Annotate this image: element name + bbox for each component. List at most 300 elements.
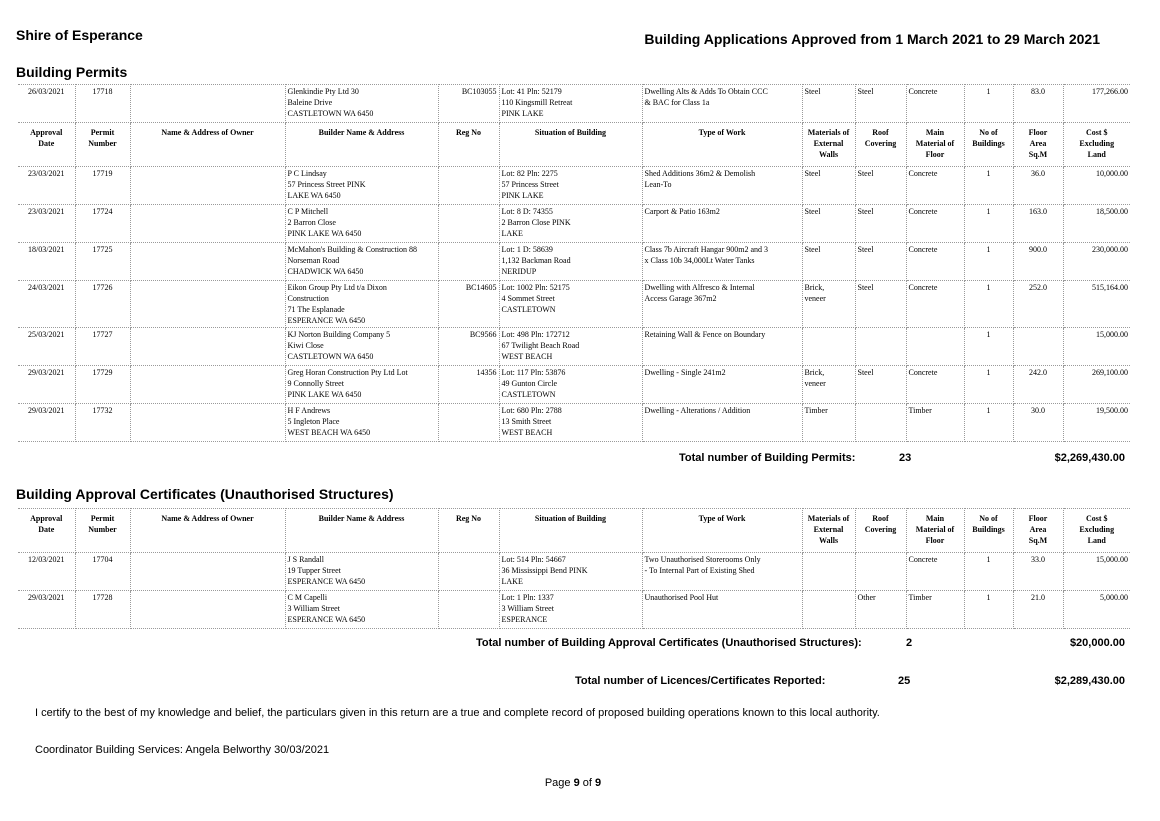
column-header-line: Main [925, 514, 945, 523]
cell-line: ESPERANCE WA 6450 [287, 577, 366, 586]
owner-cell [130, 85, 285, 123]
table-row [18, 205, 1130, 243]
cell-line: Lean-To [644, 180, 672, 189]
permit-number-cell: 17729 [75, 366, 130, 404]
cell-line: Shed Additions 36m2 & Demolish [644, 169, 756, 178]
cell-line: Unauthorised Pool Hut [644, 593, 719, 602]
column-header-line: Reg No [455, 514, 482, 523]
column-header-line: Sq.M [1028, 536, 1048, 545]
reg-no-cell [438, 591, 499, 629]
cost-cell: 5,000.00 [1063, 591, 1130, 629]
floor-material-cell [906, 328, 964, 366]
approval-date-cell: 29/03/2021 [18, 591, 75, 629]
cell-line: veneer [804, 294, 826, 303]
buildings-count-cell: 1 [964, 404, 1013, 442]
cell-line: 3 William Street [501, 604, 554, 613]
column-header-line: Floor [925, 150, 945, 159]
cell-line: - To Internal Part of Existing Shed [644, 566, 755, 575]
roof-cell [855, 404, 906, 442]
building-permits-title: Building Permits [16, 64, 128, 80]
permit-number-cell: 17704 [75, 553, 130, 591]
approval-certificates-table [18, 508, 1130, 629]
column-header-line: Walls [818, 536, 839, 545]
cell-line: NERIDUP [501, 267, 537, 276]
cell-line: 36 Mississippi Bend PINK [501, 566, 588, 575]
cell-line: C P Mitchell [287, 207, 329, 216]
cell-line: Dwelling - Single 241m2 [644, 368, 726, 377]
column-header-line: Land [1087, 150, 1106, 159]
cell-line: 57 Princess Street PINK [287, 180, 366, 189]
materials-cell [802, 553, 855, 591]
permit-number-cell: 17727 [75, 328, 130, 366]
table-row [18, 328, 1130, 366]
page-total: 9 [595, 777, 602, 789]
certs-total-cost: $20,000.00 [1069, 637, 1125, 649]
cell-line: 71 The Esplanade [287, 305, 345, 314]
materials-cell [802, 85, 855, 123]
cell-line: Class 7b Aircraft Hangar 900m2 and 3 [644, 245, 769, 254]
cell-line: Brick, [804, 368, 825, 377]
cost-cell: 15,000.00 [1063, 553, 1130, 591]
cell-line: LAKE [501, 577, 523, 586]
floor-material-cell: Concrete [906, 85, 964, 123]
column-header-line: Situation of Building [534, 514, 607, 523]
column-header-main-floor [906, 123, 964, 167]
certification-statement: I certify to the best of my knowledge and belief, the particulars given in this return are a true and complete record of proposed building operations known to this local authority. [35, 707, 880, 719]
column-header-line: Cost $ [1085, 128, 1108, 137]
floor-material-cell: Concrete [906, 243, 964, 281]
situation-cell [499, 167, 642, 205]
floor-area-cell: 30.0 [1013, 404, 1063, 442]
floor-material-cell: Concrete [906, 205, 964, 243]
permit-number-cell: 17728 [75, 591, 130, 629]
roof-cell: Steel [855, 366, 906, 404]
table-row [18, 281, 1130, 328]
builder-cell [285, 281, 438, 328]
cell-line: Lot: 1002 Pln: 52175 [501, 283, 570, 292]
cell-line: 2 Barron Close PINK [501, 218, 571, 227]
approval-date-cell: 26/03/2021 [18, 85, 75, 123]
situation-cell [499, 366, 642, 404]
column-header-cost [1063, 509, 1130, 553]
roof-cell: Steel [855, 281, 906, 328]
column-header-line: Approval [30, 128, 63, 137]
approval-date-cell: 24/03/2021 [18, 281, 75, 328]
owner-cell [130, 205, 285, 243]
reg-no-cell: 14356 [438, 366, 499, 404]
floor-area-cell: 36.0 [1013, 167, 1063, 205]
cell-line: Dwelling Alts & Adds To Obtain CCC [644, 87, 768, 96]
buildings-count-cell: 1 [964, 205, 1013, 243]
page-current: 9 [573, 777, 580, 789]
cost-cell: 269,100.00 [1063, 366, 1130, 404]
floor-area-cell: 900.0 [1013, 243, 1063, 281]
cell-line: ESPERANCE WA 6450 [287, 316, 366, 325]
cell-line: CHADWICK WA 6450 [287, 267, 364, 276]
table-header-row [18, 123, 1130, 167]
column-header-line: Reg No [455, 128, 482, 137]
cell-line: CASTLETOWN WA 6450 [287, 352, 374, 361]
column-header-permit-number [75, 123, 130, 167]
column-header-no-of-buildings [964, 123, 1013, 167]
table-row [18, 243, 1130, 281]
certs-total-label: Total number of Building Approval Certificates (Unauthorised Structures): [476, 637, 862, 649]
cell-line: WEST BEACH [501, 428, 553, 437]
column-header-line: Floor [1028, 514, 1048, 523]
column-header-roof [855, 123, 906, 167]
approval-date-cell: 12/03/2021 [18, 553, 75, 591]
cell-line: Construction [287, 294, 329, 303]
floor-area-cell: 163.0 [1013, 205, 1063, 243]
cell-line: CASTLETOWN WA 6450 [287, 109, 374, 118]
column-header-line: Name & Address of Owner [161, 514, 254, 523]
cost-cell: 10,000.00 [1063, 167, 1130, 205]
column-header-line: External [813, 139, 844, 148]
reg-no-cell: BC103055 [438, 85, 499, 123]
approval-certificates-title: Building Approval Certificates (Unauthorised Structures) [16, 486, 394, 502]
owner-cell [130, 328, 285, 366]
permit-number-cell: 17719 [75, 167, 130, 205]
page-of: of [579, 777, 596, 789]
reg-no-cell [438, 205, 499, 243]
column-header-line: Excluding [1079, 525, 1115, 534]
column-header-line: Date [38, 139, 55, 148]
cell-line: Dwelling - Alterations / Addition [644, 406, 751, 415]
roof-cell: Other [855, 591, 906, 629]
grand-total-label: Total number of Licences/Certificates Reported: [575, 675, 826, 687]
grand-total-cost: $2,289,430.00 [1054, 675, 1125, 687]
column-header-line: Buildings [972, 139, 1005, 148]
column-header-line: Situation of Building [534, 128, 607, 137]
column-header-line: Main [925, 128, 945, 137]
situation-cell [499, 281, 642, 328]
grand-total-count: 25 [898, 675, 911, 687]
permit-number-cell: 17718 [75, 85, 130, 123]
cell-line: Lot: 498 Pln: 172712 [501, 330, 570, 339]
buildings-count-cell: 1 [964, 243, 1013, 281]
cost-cell: 515,164.00 [1063, 281, 1130, 328]
certs-total-count: 2 [906, 637, 913, 649]
column-header-line: Builder Name & Address [318, 514, 405, 523]
cell-line: KJ Norton Building Company 5 [287, 330, 391, 339]
builder-cell [285, 243, 438, 281]
cell-line: veneer [804, 379, 826, 388]
cell-line: 1,132 Backman Road [501, 256, 571, 265]
situation-cell [499, 328, 642, 366]
column-header-line: No of [979, 514, 998, 523]
column-header-reg-no [438, 509, 499, 553]
reg-no-cell [438, 404, 499, 442]
approval-date-cell: 23/03/2021 [18, 205, 75, 243]
cell-line: ESPERANCE WA 6450 [287, 615, 366, 624]
cell-line: Lot: 117 Pln: 53876 [501, 368, 566, 377]
table-row [18, 553, 1130, 591]
situation-cell [499, 591, 642, 629]
situation-cell [499, 553, 642, 591]
column-header-reg-no [438, 123, 499, 167]
cell-line: WEST BEACH WA 6450 [287, 428, 371, 437]
buildings-count-cell: 1 [964, 591, 1013, 629]
cell-line: P C Lindsay [287, 169, 327, 178]
cell-line: Steel [804, 87, 821, 96]
floor-material-cell: Concrete [906, 366, 964, 404]
floor-area-cell: 83.0 [1013, 85, 1063, 123]
cell-line: 3 William Street [287, 604, 340, 613]
roof-cell [855, 328, 906, 366]
approval-date-cell: 25/03/2021 [18, 328, 75, 366]
situation-cell [499, 85, 642, 123]
column-header-line: Approval [30, 514, 63, 523]
cell-line: Steel [804, 207, 821, 216]
type-of-work-cell [642, 85, 802, 123]
column-header-line: Number [88, 525, 117, 534]
building-permits-table [18, 84, 1130, 442]
situation-cell [499, 404, 642, 442]
column-header-line: Builder Name & Address [318, 128, 405, 137]
cell-line: Lot: 8 D: 74355 [501, 207, 553, 216]
cell-line: Glenkindie Pty Ltd 30 [287, 87, 359, 96]
coordinator-signoff: Coordinator Building Services: Angela Belworthy 30/03/2021 [35, 744, 330, 756]
type-of-work-cell [642, 404, 802, 442]
materials-cell [802, 404, 855, 442]
column-header-line: Covering [864, 525, 897, 534]
type-of-work-cell [642, 366, 802, 404]
builder-cell [285, 85, 438, 123]
floor-material-cell: Timber [906, 591, 964, 629]
column-header-builder [285, 509, 438, 553]
cell-line: 9 Connolly Street [287, 379, 344, 388]
owner-cell [130, 167, 285, 205]
report-title: Building Applications Approved from 1 March 2021 to 29 March 2021 [644, 31, 1100, 47]
roof-cell: Steel [855, 167, 906, 205]
cell-line: Brick, [804, 283, 825, 292]
permit-number-cell: 17726 [75, 281, 130, 328]
column-header-situation [499, 509, 642, 553]
cell-line: LAKE WA 6450 [287, 191, 341, 200]
cell-line: Two Unauthorised Storerooms Only [644, 555, 761, 564]
column-header-line: Land [1087, 536, 1106, 545]
column-header-situation [499, 123, 642, 167]
floor-area-cell: 242.0 [1013, 366, 1063, 404]
cell-line: & BAC for Class 1a [644, 98, 710, 107]
cell-line: Carport & Patio 163m2 [644, 207, 720, 216]
column-header-line: Type of Work [698, 128, 746, 137]
column-header-line: Number [88, 139, 117, 148]
owner-cell [130, 281, 285, 328]
column-header-line: Sq.M [1028, 150, 1048, 159]
cell-line: Lot: 1 D: 58639 [501, 245, 553, 254]
column-header-materials [802, 509, 855, 553]
buildings-count-cell: 1 [964, 553, 1013, 591]
column-header-line: Material of [915, 139, 955, 148]
reg-no-cell: BC9566 [438, 328, 499, 366]
cell-line: WEST BEACH [501, 352, 553, 361]
column-header-cost [1063, 123, 1130, 167]
column-header-main-floor [906, 509, 964, 553]
column-header-floor-area [1013, 509, 1063, 553]
approval-date-cell: 29/03/2021 [18, 404, 75, 442]
cell-line: PINK LAKE [501, 191, 544, 200]
cell-line: 57 Princess Street [501, 180, 559, 189]
cost-cell: 15,000.00 [1063, 328, 1130, 366]
column-header-owner [130, 123, 285, 167]
cell-line: CASTLETOWN [501, 390, 556, 399]
column-header-line: Type of Work [698, 514, 746, 523]
buildings-count-cell: 1 [964, 366, 1013, 404]
roof-cell: Steel [855, 85, 906, 123]
column-header-line: Floor [1028, 128, 1048, 137]
cell-line: x Class 10b 34,000Lt Water Tanks [644, 256, 755, 265]
shire-name: Shire of Esperance [16, 27, 143, 43]
column-header-line: Materials of [807, 128, 850, 137]
cell-line: 2 Barron Close [287, 218, 336, 227]
column-header-line: Roof [872, 128, 889, 137]
cell-line: Norseman Road [287, 256, 340, 265]
column-header-line: Materials of [807, 514, 850, 523]
floor-area-cell: 252.0 [1013, 281, 1063, 328]
cell-line: 4 Sommet Street [501, 294, 555, 303]
column-header-approval-date [18, 509, 75, 553]
cell-line: 13 Smith Street [501, 417, 552, 426]
column-header-type-of-work [642, 509, 802, 553]
builder-cell [285, 205, 438, 243]
column-header-builder [285, 123, 438, 167]
buildings-count-cell: 1 [964, 281, 1013, 328]
floor-material-cell: Timber [906, 404, 964, 442]
cell-line: C M Capelli [287, 593, 328, 602]
column-header-line: Area [1029, 525, 1047, 534]
cell-line: J S Randall [287, 555, 324, 564]
situation-cell [499, 243, 642, 281]
column-header-line: Area [1029, 139, 1047, 148]
cell-line: Timber [804, 406, 828, 415]
builder-cell [285, 404, 438, 442]
cell-line: McMahon's Building & Construction 88 [287, 245, 417, 254]
table-header-row [18, 509, 1130, 553]
cell-line: Access Garage 367m2 [644, 294, 717, 303]
column-header-line: Cost $ [1085, 514, 1108, 523]
cell-line: 67 Twilight Beach Road [501, 341, 580, 350]
owner-cell [130, 366, 285, 404]
column-header-roof [855, 509, 906, 553]
cell-line: H F Andrews [287, 406, 331, 415]
materials-cell [802, 205, 855, 243]
type-of-work-cell [642, 281, 802, 328]
floor-material-cell: Concrete [906, 167, 964, 205]
cell-line: LAKE [501, 229, 523, 238]
approval-date-cell: 29/03/2021 [18, 366, 75, 404]
permit-number-cell: 17724 [75, 205, 130, 243]
column-header-line: Walls [818, 150, 839, 159]
table-row [18, 404, 1130, 442]
owner-cell [130, 243, 285, 281]
column-header-line: Name & Address of Owner [161, 128, 254, 137]
buildings-count-cell: 1 [964, 328, 1013, 366]
materials-cell [802, 243, 855, 281]
buildings-count-cell: 1 [964, 85, 1013, 123]
roof-cell [855, 553, 906, 591]
cost-cell: 230,000.00 [1063, 243, 1130, 281]
page-number [0, 777, 1146, 789]
roof-cell: Steel [855, 243, 906, 281]
column-header-materials [802, 123, 855, 167]
materials-cell [802, 591, 855, 629]
cell-line: Lot: 514 Pln: 54667 [501, 555, 566, 564]
permits-total-label: Total number of Building Permits: [679, 452, 856, 464]
builder-cell [285, 553, 438, 591]
buildings-count-cell: 1 [964, 167, 1013, 205]
permit-number-cell: 17725 [75, 243, 130, 281]
column-header-floor-area [1013, 123, 1063, 167]
builder-cell [285, 366, 438, 404]
builder-cell [285, 167, 438, 205]
cell-line: CASTLETOWN [501, 305, 556, 314]
cost-cell: 18,500.00 [1063, 205, 1130, 243]
materials-cell [802, 366, 855, 404]
owner-cell [130, 404, 285, 442]
column-header-line: Buildings [972, 525, 1005, 534]
table-row [18, 591, 1130, 629]
approval-date-cell: 18/03/2021 [18, 243, 75, 281]
column-header-approval-date [18, 123, 75, 167]
cell-line: Lot: 41 Pln: 52179 [501, 87, 562, 96]
type-of-work-cell [642, 553, 802, 591]
roof-cell: Steel [855, 205, 906, 243]
reg-no-cell [438, 167, 499, 205]
type-of-work-cell [642, 591, 802, 629]
floor-material-cell: Concrete [906, 281, 964, 328]
builder-cell [285, 591, 438, 629]
cell-line: 110 Kingsmill Retreat [501, 98, 573, 107]
column-header-type-of-work [642, 123, 802, 167]
cell-line: Kiwi Close [287, 341, 324, 350]
owner-cell [130, 553, 285, 591]
owner-cell [130, 591, 285, 629]
materials-cell [802, 328, 855, 366]
floor-area-cell: 33.0 [1013, 553, 1063, 591]
situation-cell [499, 205, 642, 243]
cell-line: Steel [804, 245, 821, 254]
page-prefix: Page [544, 777, 574, 789]
materials-cell [802, 281, 855, 328]
cell-line: Greg Horan Construction Pty Ltd Lot [287, 368, 408, 377]
column-header-line: External [813, 525, 844, 534]
cell-line: Lot: 82 Pln: 2275 [501, 169, 558, 178]
cell-line: Retaining Wall & Fence on Boundary [644, 330, 766, 339]
floor-material-cell: Concrete [906, 553, 964, 591]
permit-number-cell: 17732 [75, 404, 130, 442]
cell-line: 5 Ingleton Place [287, 417, 340, 426]
cell-line: PINK LAKE [501, 109, 544, 118]
cell-line: Eikon Group Pty Ltd t/a Dixon [287, 283, 387, 292]
column-header-line: Excluding [1079, 139, 1115, 148]
column-header-line: Covering [864, 139, 897, 148]
type-of-work-cell [642, 205, 802, 243]
reg-no-cell [438, 553, 499, 591]
column-header-permit-number [75, 509, 130, 553]
type-of-work-cell [642, 167, 802, 205]
cell-line: 19 Tupper Street [287, 566, 341, 575]
approval-date-cell: 23/03/2021 [18, 167, 75, 205]
cell-line: ESPERANCE [501, 615, 548, 624]
column-header-line: Permit [90, 128, 115, 137]
cell-line: 49 Gunton Circle [501, 379, 558, 388]
floor-area-cell [1013, 328, 1063, 366]
type-of-work-cell [642, 243, 802, 281]
table-row [18, 167, 1130, 205]
floor-area-cell: 21.0 [1013, 591, 1063, 629]
column-header-owner [130, 509, 285, 553]
